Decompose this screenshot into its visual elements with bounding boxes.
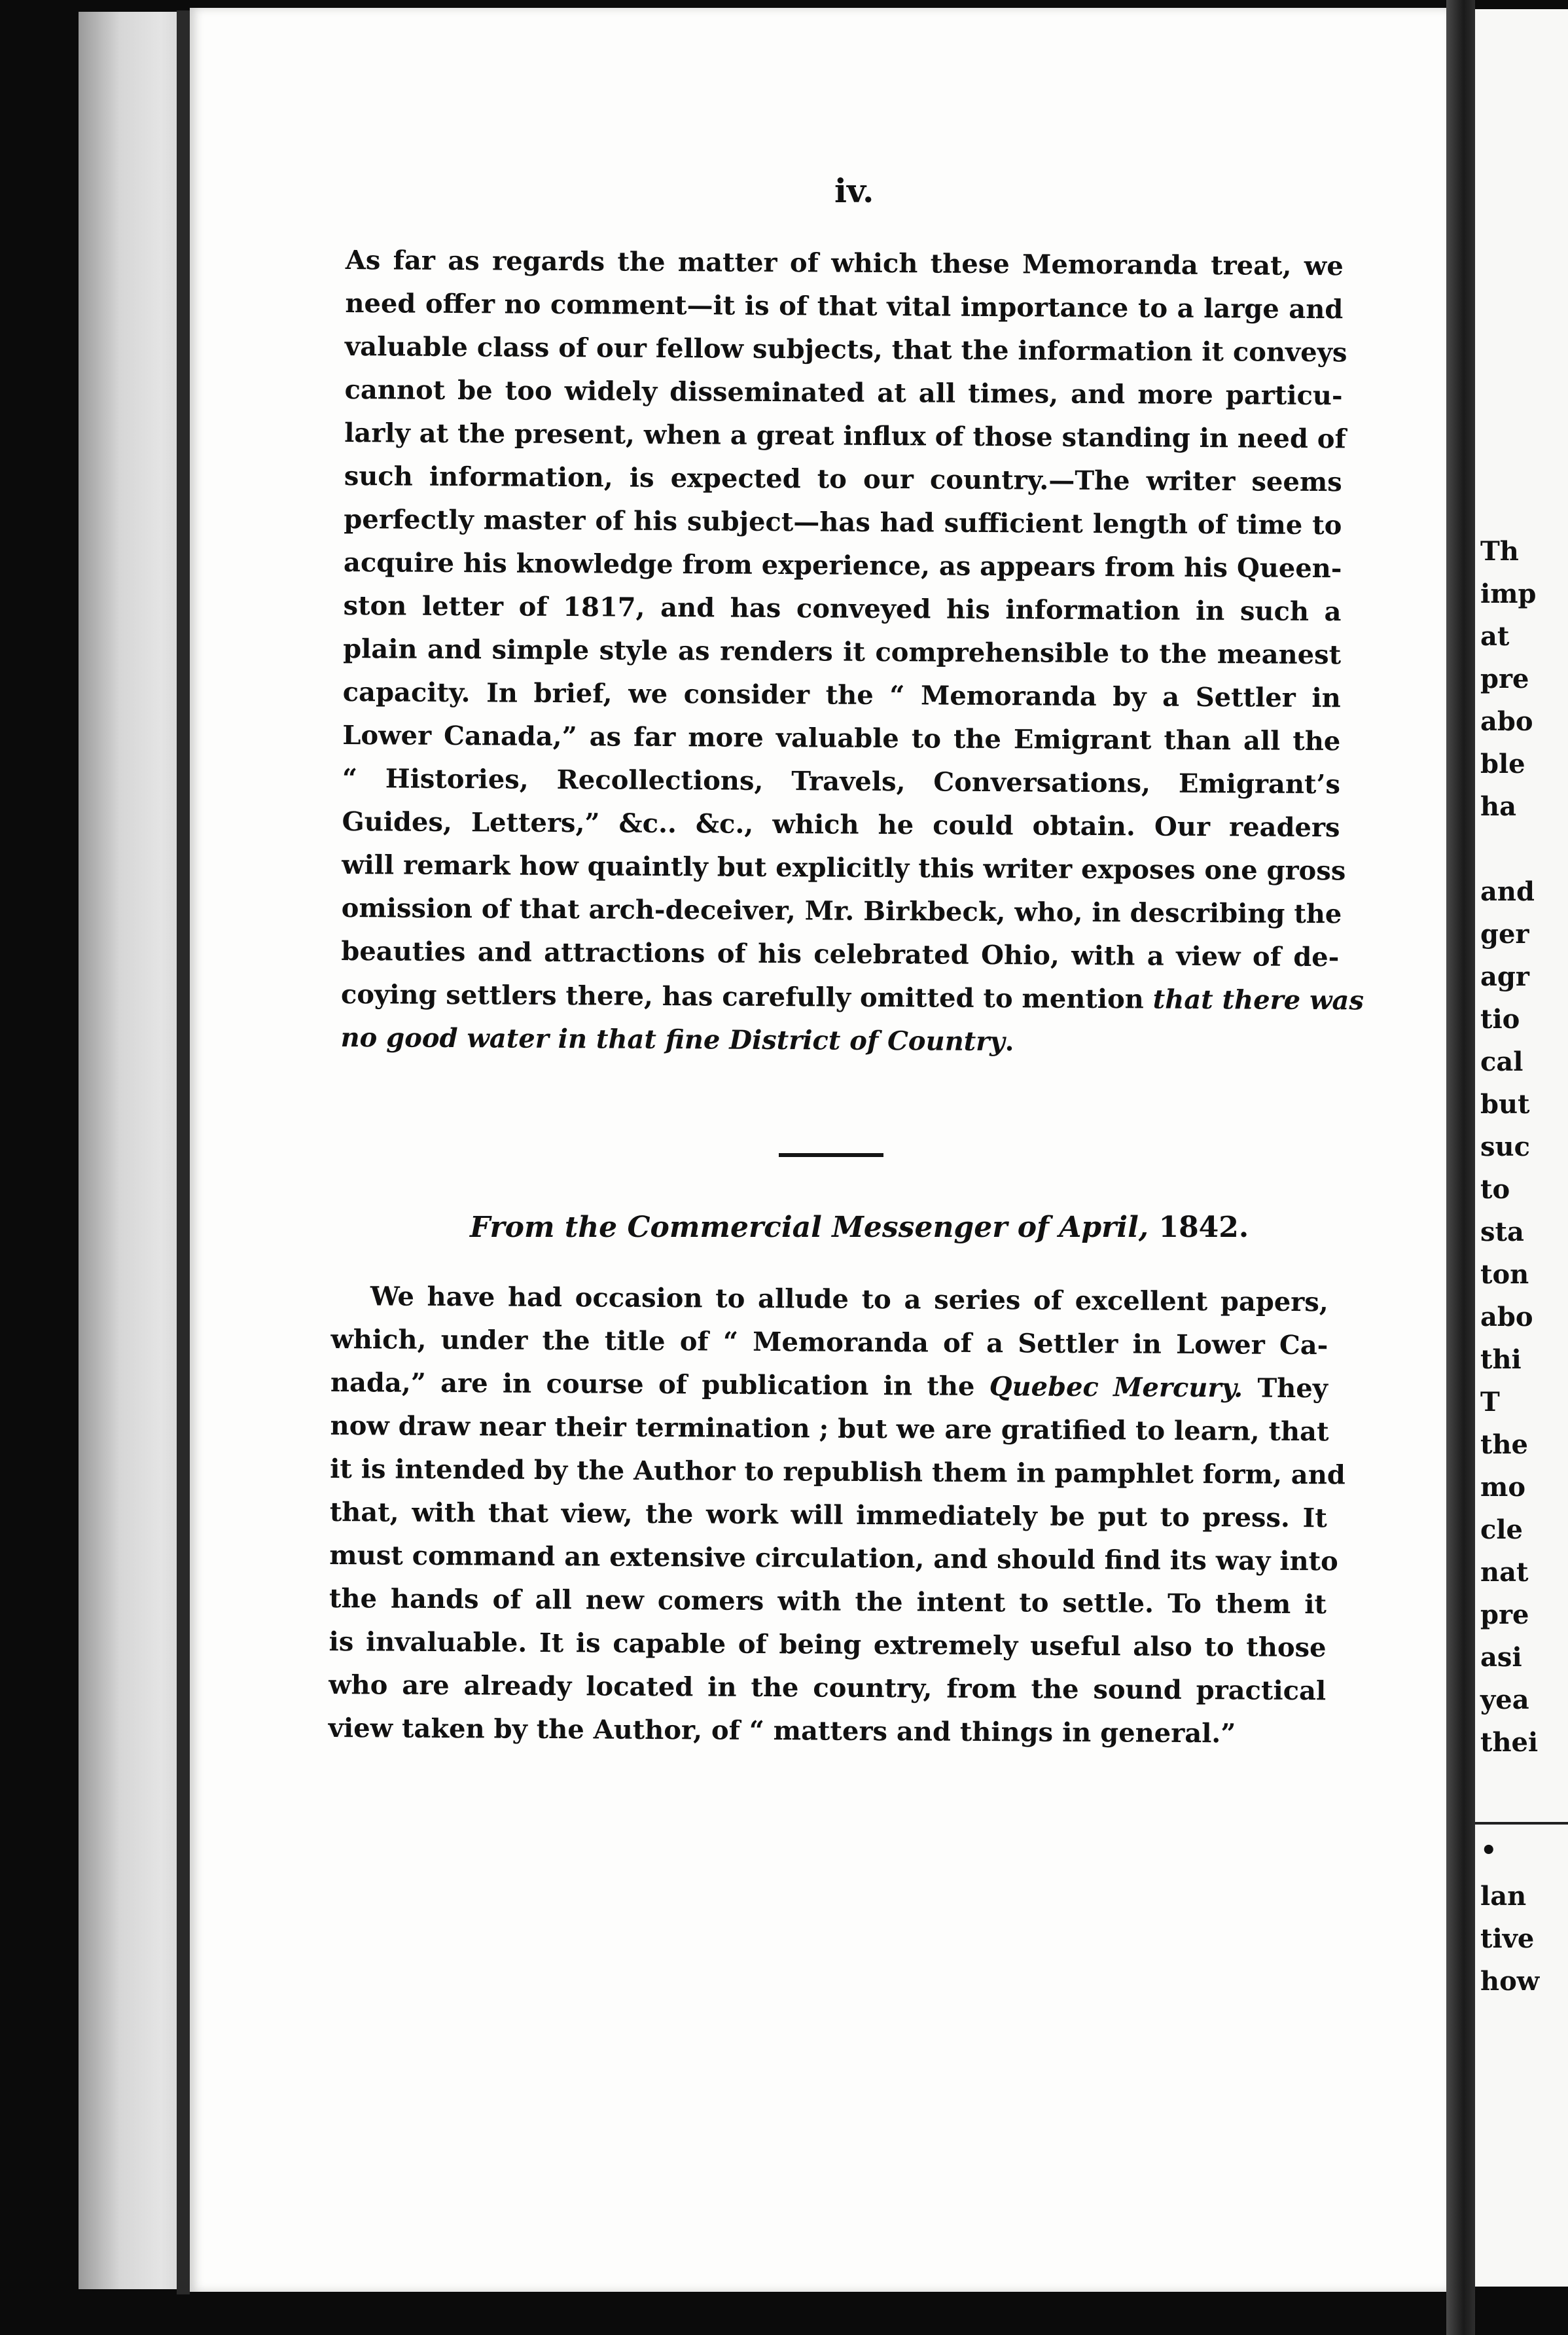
text-line: that, with that view, the work will immediately be put to press. It	[329, 1496, 1327, 1534]
text-line: acquire his knowledge from experience, as appears from his Queen-	[343, 546, 1342, 584]
next-page-text-fragment: tive	[1480, 1923, 1535, 1954]
next-page-text-fragment: asi	[1480, 1642, 1522, 1673]
next-page-text-fragment: thei	[1480, 1727, 1539, 1758]
text-line: coying settlers there, has carefully omitted to mention that there was	[340, 978, 1364, 1016]
page-shadow-edge	[177, 10, 190, 2294]
next-page-text-fragment: agr	[1480, 961, 1529, 992]
next-page-text-fragment: ha	[1480, 791, 1516, 822]
next-page-text-fragment: how	[1480, 1966, 1540, 1997]
text-line: need offer no comment—it is of that vital importance to a large and	[345, 287, 1344, 325]
emphasis-text: that there was	[1152, 984, 1364, 1016]
text-line: it is intended by the Author to republish them in pamphlet form, and	[330, 1453, 1345, 1491]
text-line: will remark how quaintly but explicitly this writer exposes one gross	[342, 849, 1346, 887]
text-line: plain and simple style as renders it comprehensible to the meanest	[343, 633, 1342, 671]
next-page-text-fragment: at	[1480, 621, 1510, 652]
next-page-text-fragment: tio	[1480, 1004, 1520, 1035]
heading-source: From the Commercial Messenger of April,	[470, 1211, 1149, 1244]
next-page-text-fragment: yea	[1480, 1684, 1529, 1715]
text-line: such information, is expected to our country.—The writer seems	[344, 460, 1342, 498]
section-divider	[779, 1153, 883, 1157]
next-page-fragment	[1475, 9, 1568, 2287]
text-line: valuable class of our fellow subjects, that the information it conveys	[344, 330, 1347, 368]
next-page-text-fragment: ton	[1480, 1259, 1529, 1290]
next-page-text-fragment: cle	[1480, 1514, 1523, 1545]
text-line: perfectly master of his subject—has had sufficient length of time to	[344, 503, 1342, 541]
next-page-text-fragment: sta	[1480, 1217, 1524, 1247]
next-page-text-fragment: to	[1480, 1174, 1510, 1205]
next-page-footnote-rule	[1475, 1822, 1568, 1825]
text-line: beauties and attractions of his celebrated Ohio, with a view of de-	[341, 935, 1340, 973]
paragraph-commercial-messenger	[328, 1275, 1345, 1756]
text-line: larly at the present, when a great influx of those standing in need of	[344, 417, 1346, 455]
next-page-text-fragment: suc	[1480, 1132, 1530, 1162]
next-page-text-fragment: ger	[1480, 919, 1529, 950]
section-heading	[470, 1211, 1249, 1244]
text-line: Guides, Letters,” &c.. &c., which he could obtain. Our readers	[342, 806, 1340, 844]
next-page-text-fragment: abo	[1480, 706, 1533, 737]
text-line: omission of that arch-deceiver, Mr. Birkbeck, who, in describing the	[341, 892, 1342, 930]
line-end: They	[1242, 1372, 1328, 1404]
next-page-text-fragment: pre	[1480, 664, 1529, 694]
text-line: cannot be too widely disseminated at all times, and more particu-	[344, 374, 1343, 412]
next-page-text-fragment: abo	[1480, 1302, 1533, 1332]
next-page-text-fragment: the	[1480, 1429, 1529, 1460]
text-line: which, under the title of “ Memoranda of a Settler in Lower Ca-	[330, 1323, 1328, 1361]
text-line: the hands of all new comers with the intent to settle. To them it	[329, 1582, 1327, 1620]
paragraph-memoranda-review	[340, 239, 1364, 1065]
next-page-text-fragment: and	[1480, 876, 1535, 907]
next-page-text-fragment: pre	[1480, 1599, 1529, 1630]
next-page-text-fragment: Th	[1480, 536, 1519, 567]
next-page-text-fragment: mo	[1480, 1472, 1526, 1503]
text-line: ston letter of 1817, and has conveyed his information in such a	[343, 590, 1342, 628]
text-line: view taken by the Author, of “ matters and things in general.”	[328, 1712, 1236, 1749]
emphasis-text: no good water in that fine District of Country	[340, 1022, 1005, 1058]
heading-year: 1842.	[1158, 1211, 1249, 1244]
text-line: “ Histories, Recollections, Travels, Conversations, Emigrant’s	[342, 762, 1341, 800]
next-page-text-fragment: •	[1480, 1835, 1497, 1866]
page-number: iv.	[834, 171, 874, 210]
line-end: .	[1005, 1026, 1014, 1058]
text-line: Lower Canada,” as far more valuable to the Emigrant than all the	[342, 719, 1341, 757]
next-page-text-fragment: but	[1480, 1089, 1530, 1120]
text-line: We have had occasion to allude to a series of excellent papers,	[370, 1281, 1328, 1318]
next-page-text-fragment: nat	[1480, 1557, 1529, 1588]
line-start: nada,” are in course of publication in the	[330, 1366, 989, 1402]
newspaper-title: Quebec Mercury.	[989, 1371, 1243, 1404]
book-gutter	[1446, 0, 1475, 2335]
next-page-text-fragment: ble	[1480, 749, 1525, 779]
text-line: is invaluable. It is capable of being extremely useful also to those	[329, 1626, 1327, 1664]
next-page-text-fragment: thi	[1480, 1344, 1522, 1375]
text-line: who are already located in the country, from the sound practical	[329, 1669, 1327, 1707]
text-line: As far as regards the matter of which these Memoranda treat, we	[345, 244, 1344, 282]
text-line: must command an extensive circulation, and should find its way into	[329, 1539, 1338, 1577]
text-line: capacity. In brief, we consider the “ Memoranda by a Settler in	[342, 676, 1341, 714]
text-line	[340, 1016, 1338, 1065]
text-line	[330, 1361, 1328, 1410]
next-page-text-fragment: cal	[1480, 1046, 1523, 1077]
next-page-text-fragment: imp	[1480, 579, 1537, 609]
next-page-text-fragment: T	[1480, 1387, 1500, 1417]
text-line: now draw near their termination ; but we are gratified to learn, that	[330, 1410, 1329, 1448]
next-page-text-fragment: lan	[1480, 1881, 1527, 1912]
